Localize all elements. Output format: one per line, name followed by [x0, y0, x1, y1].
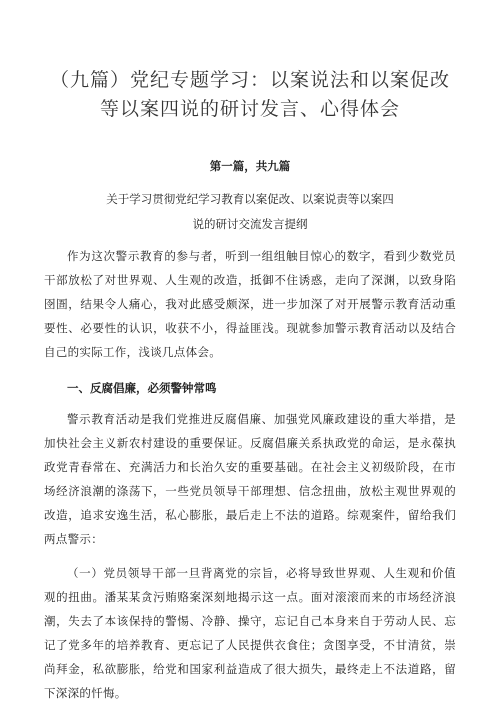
- speech-heading-line-2: 说的研讨交流发言提纲: [192, 217, 308, 231]
- document-title: （九篇）党纪专题学习：以案说法和以案促改等以案四说的研讨发言、心得体会: [49, 69, 450, 120]
- body-paragraph: 警示教育活动是我们党推进反腐倡廉、加强党风廉政建设的重大举措，是加快社会主义新农村建设的重要保证。反腐倡廉关系执政党的命运，是永葆执政党青春常在、充满活力和长治久安的重要基础。在社会主义初级阶段，在市场经济浪潮的涤荡下，一些党员领导干部理想、信念扭曲，放松主观世界观的改造，追求安逸生活，私心膨胀，最后走上不法的道路。综观案件，留给我们两点警示：: [44, 412, 456, 546]
- speech-heading-line-1: 关于学习贯彻党纪学习教育以案促改、以案说责等以案四: [106, 192, 394, 206]
- body-paragraph: （一）党员领导干部一旦背离党的宗旨，必将导致世界观、人生观和价值观的扭曲。潘某某贪污贿赂案深刻地揭示这一点。面对滚滚而来的市场经济浪潮，失去了本该保持的警惕、冷静、操守，忘记自己本身来自于劳动人民、忘记了党多年的培养教育、更忘记了人民提供衣食住；贪图享受，不甘清贫，崇尚拜金，私欲膨胀，给党和国家利益造成了很大损失，最终走上不法道路，留下深深的忏悔。: [44, 566, 456, 700]
- section-heading-1: 一、反腐倡廉，必须警钟常鸣: [67, 381, 217, 395]
- intro-paragraph: 作为这次警示教育的参与者，听到一组组触目惊心的数字，看到少数党员干部放松了对世界观、人生观的改造，抵御不住诱惑，走向了深渊，以致身陷囹圄，结果令人痛心，我对此感受颇深，进一步加深了对开展警示教育活动重要性、必要性的认识，收获不小，得益匪浅。现就参加警示教育活动以及结合自己的实际工作，浅谈几点体会。: [44, 249, 456, 359]
- document-subtitle: 第一篇，共九篇: [209, 159, 291, 173]
